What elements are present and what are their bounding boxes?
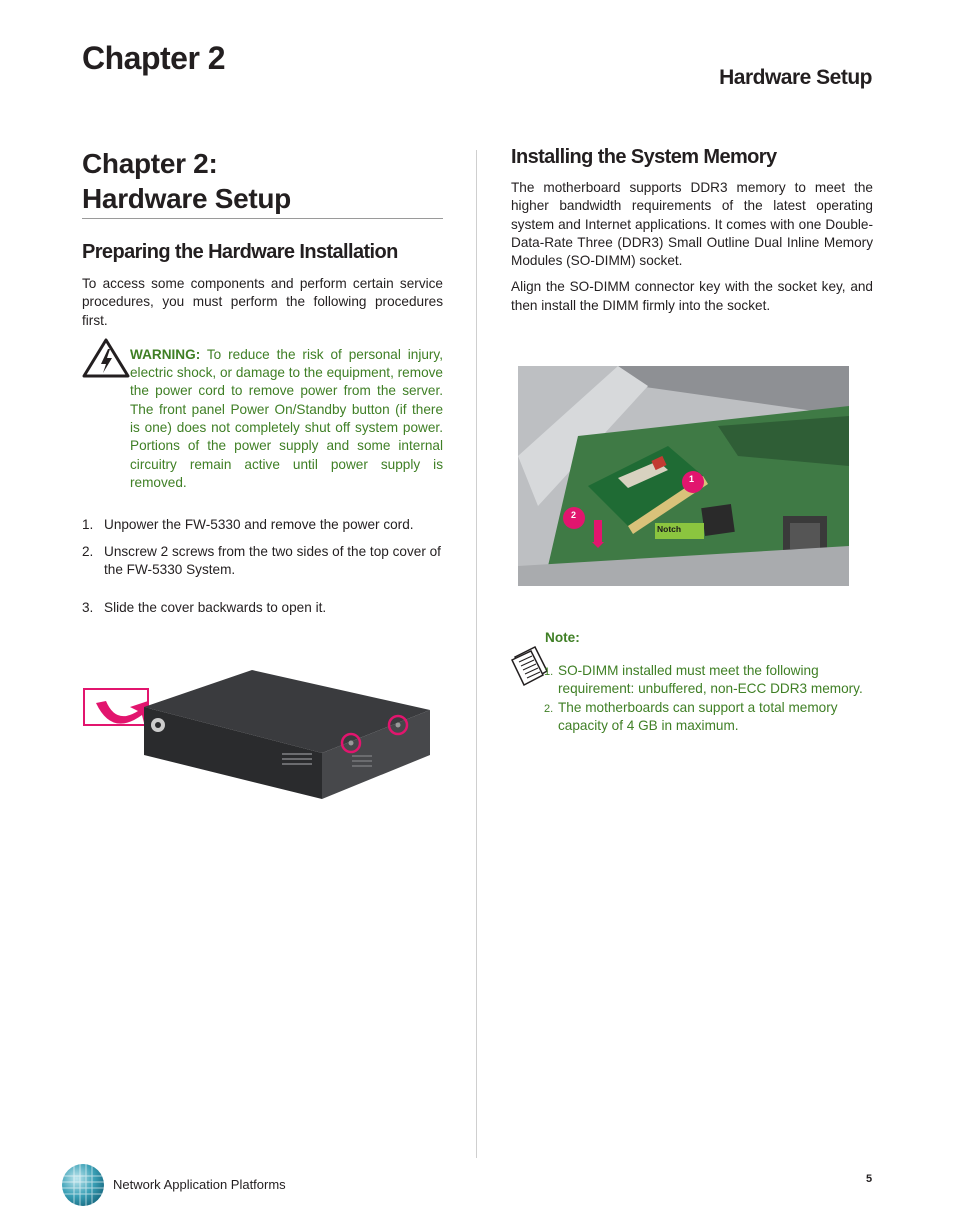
warning-icon (82, 338, 130, 378)
chassis-illustration (82, 665, 436, 805)
right-column (511, 146, 873, 315)
company-logo-icon (60, 1162, 106, 1208)
warning-text: WARNING: To reduce the risk of personal injury, electric shock, or damage to the equipment, remove the power cord to remove power from the server. The front panel Power On/Standby button (if there is one) does not completely shut off system power. Portions of the power supply and some internal circuitry remain active until power supply is removed. (130, 346, 443, 490)
memory-paragraph: The motherboard supports DDR3 memory to meet the higher bandwidth requirements of the latest operating system and Internet applications. It comes with one Double-Data-Rate Three (DDR3) Small Outline Dual Inline Memory Modules (SO-DIMM) socket. (511, 180, 873, 269)
footer-text: Network Application Platforms (113, 1177, 286, 1192)
list-item: 1. SO-DIMM installed must meet the following requirement: unbuffered, non-ECC DDR3 memory. (544, 663, 863, 697)
motherboard-svg (518, 366, 849, 586)
note-icon (509, 645, 549, 687)
section-heading-memory: Installing the System Memory (511, 146, 777, 168)
section-heading-preparing: Preparing the Hardware Installation (82, 241, 398, 263)
list-item: 1. Unpower the FW-5330 and remove the power cord. (82, 517, 414, 533)
intro-paragraph: To access some components and perform certain service procedures, you must perform the following procedures first. (82, 276, 443, 328)
note-list (544, 662, 874, 735)
list-item: 3. Slide the cover backwards to open it. (82, 600, 327, 616)
callout-2: 2 (571, 510, 577, 520)
left-column (82, 146, 443, 625)
chapter-title: Chapter 2: Hardware Setup (82, 146, 443, 219)
align-paragraph: Align the SO-DIMM connector key with the socket key, and then install the DIMM firmly into the socket. (511, 279, 873, 313)
list-item: 2. The motherboards can support a total memory capacity of 4 GB in maximum. (544, 699, 838, 733)
note-label: Note: (545, 630, 580, 645)
list-item: 2. Unscrew 2 screws from the two sides of the top cover of the FW-5330 System. (82, 543, 441, 577)
motherboard-photo (518, 366, 849, 586)
running-head: Hardware Setup (719, 66, 872, 89)
notch-label: Notch (657, 524, 682, 534)
callout-1: 1 (689, 474, 695, 484)
warning-label: WARNING: (130, 346, 201, 362)
warning-block (82, 346, 443, 492)
chapter-label: Chapter 2 (82, 40, 226, 76)
column-divider (476, 150, 477, 1158)
procedure-steps (82, 516, 443, 617)
page-number: 5 (866, 1173, 873, 1185)
